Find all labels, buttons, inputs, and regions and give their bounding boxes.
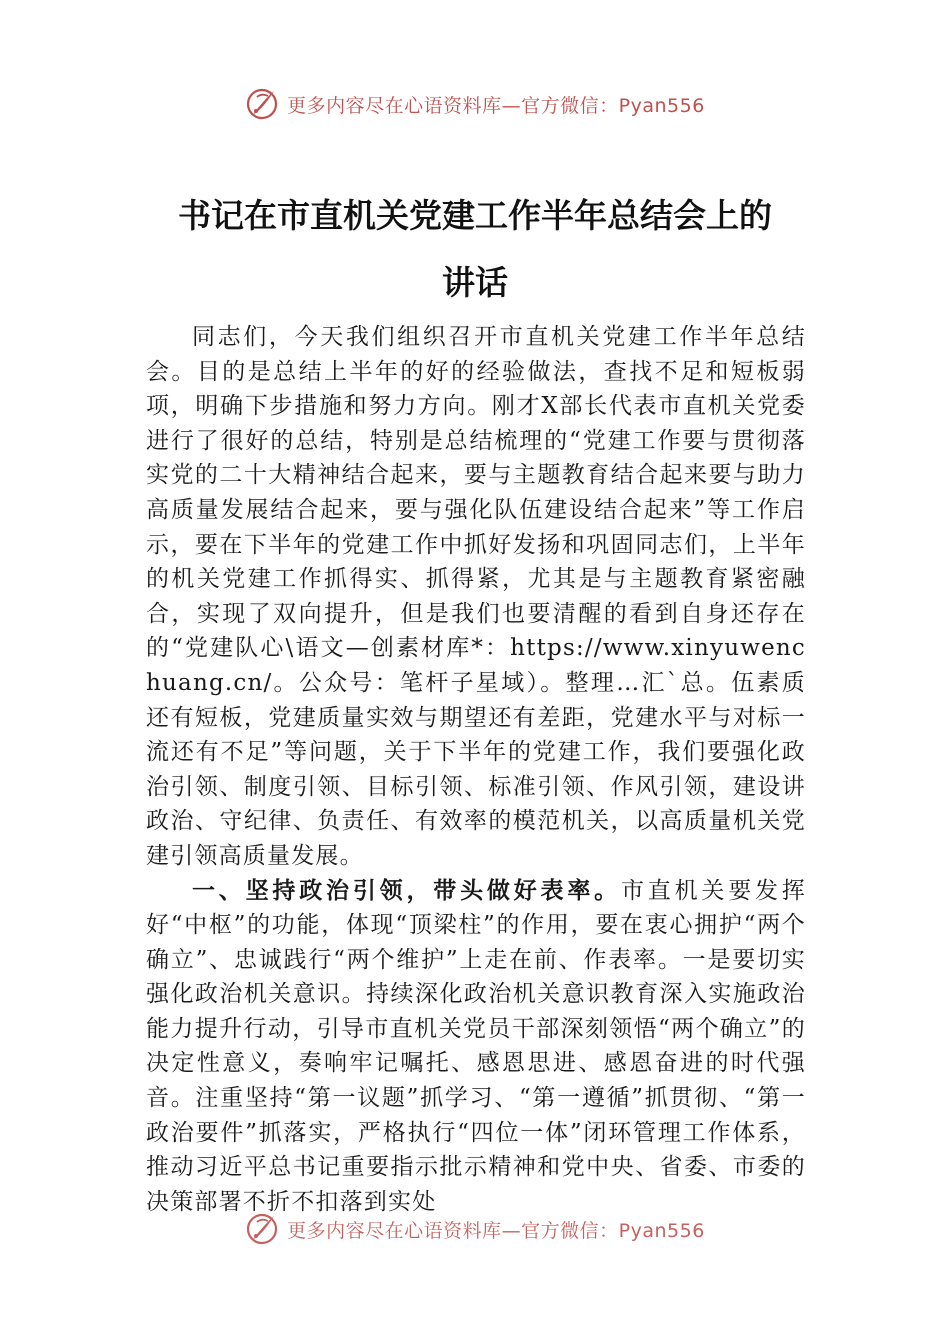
document-title-line2: 讲话 [442, 263, 508, 302]
section1-paragraph [146, 874, 806, 1220]
watermark-header [0, 85, 950, 123]
watermark-footer [0, 1212, 950, 1246]
section1-body: 市直机关要发挥好“中枢”的功能，体现“顶梁柱”的作用，要在衷心拥护“两个确立”、忠诚践行“两个维护”上走在前、作表率。一是要切实强化政治机关意识。持续深化政治机关意识教育深入实施政治能力提升行动，引导市直机关党员干部深刻领悟“两个确立”的决定性意义，奏响牢记嘱托、感恩思进、感恩奋进的时代强音。注重坚持“第一议题”抓学习、“第一遵循”抓贯彻、“第一政治要件”抓落实，严格执行“四位一体”闭环管理工作体系，推动习近平总书记重要指示批示精神和党中央、省委、市委的决策部署不折不扣落到实处 [146, 877, 807, 1215]
quill-logo-icon [245, 87, 279, 121]
section1-heading: 一、坚持政治引领，带头做好表率。 [192, 877, 621, 904]
document-title-line1: 书记在市直机关党建工作半年总结会上的 [178, 196, 772, 235]
opening-paragraph: 同志们，今天我们组织召开市直机关党建工作半年总结会。目的是总结上半年的好的经验做法，查找不足和短板弱项，明确下步措施和努力方向。刚才X部长代表市直机关党委进行了很好的总结，特别是总结梳理的“党建工作要与贯彻落实党的二十大精神结合起来，要与主题教育结合起来要与助力高质量发展结合起来，要与强化队伍建设结合起来”等工作启示，要在下半年的党建工作中抓好发扬和巩固同志们，上半年的机关党建工作抓得实、抓得紧，尤其是与主题教育紧密融合，实现了双向提升，但是我们也要清醒的看到自身还存在的“党建队心\语文—创素材库*：https://www.xinyuwenchuang.cn/。公众号：笔杆子星域）。整理…汇`总。伍素质还有短板，党建质量实效与期望还有差距，党建水平与对标一流还有不足”等问题，关于下半年的党建工作，我们要强化政治引领、制度引领、目标引领、标准引领、作风引领，建设讲政治、守纪律、负责任、有效率的模范机关，以高质量机关党建引领高质量发展。 [146, 324, 806, 869]
quill-logo-icon [245, 1212, 279, 1246]
document-body [146, 320, 806, 1219]
watermark-text: 更多内容尽在心语资料库—官方微信：Pyan556 [287, 1219, 705, 1242]
watermark-text: 更多内容尽在心语资料库—官方微信：Pyan556 [287, 94, 705, 117]
